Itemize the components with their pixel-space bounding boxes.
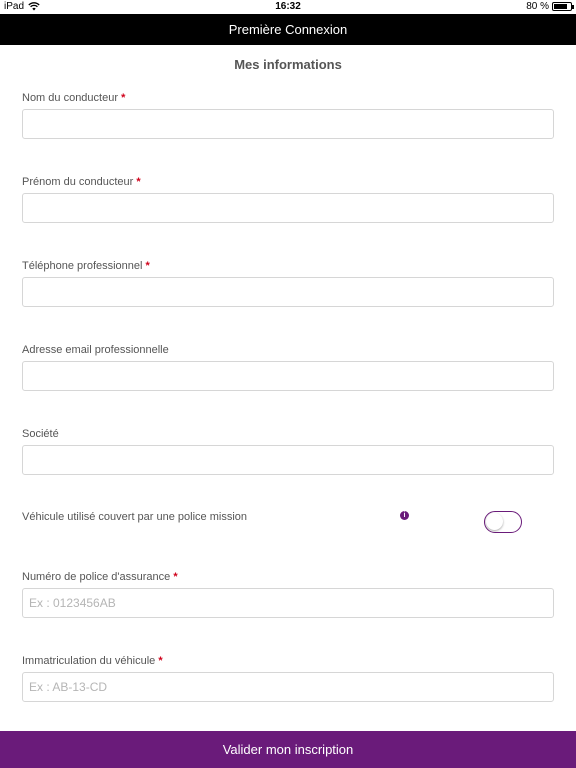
societe-input[interactable] bbox=[22, 445, 554, 475]
toggle-knob bbox=[486, 513, 503, 530]
telephone-input[interactable] bbox=[22, 277, 554, 307]
police-assurance-input[interactable] bbox=[22, 588, 554, 618]
battery-icon bbox=[552, 2, 572, 11]
field-immatriculation bbox=[22, 654, 554, 702]
mission-toggle-label: Véhicule utilisé couvert par une police mission bbox=[22, 511, 248, 523]
nom-conducteur-input[interactable] bbox=[22, 109, 554, 139]
required-marker: * bbox=[158, 655, 163, 667]
field-telephone bbox=[22, 259, 554, 307]
nav-bar bbox=[0, 14, 576, 45]
field-societe bbox=[22, 427, 554, 475]
field-police-assurance bbox=[22, 570, 554, 618]
field-label: Adresse email professionnelle bbox=[22, 344, 169, 356]
mission-toggle-row bbox=[22, 510, 554, 536]
nav-title: Première Connexion bbox=[228, 22, 348, 37]
immatriculation-input[interactable] bbox=[22, 672, 554, 702]
status-time: 16:32 bbox=[275, 1, 301, 12]
device-name: iPad bbox=[4, 1, 25, 12]
field-label: Immatriculation du véhicule bbox=[22, 655, 156, 667]
field-label: Nom du conducteur bbox=[22, 92, 118, 104]
prenom-conducteur-input[interactable] bbox=[22, 193, 554, 223]
field-prenom-conducteur bbox=[22, 175, 554, 223]
battery-percent: 80 % bbox=[526, 1, 549, 12]
field-label: Prénom du conducteur bbox=[22, 176, 134, 188]
field-nom-conducteur bbox=[22, 91, 554, 139]
required-marker: * bbox=[173, 571, 178, 583]
info-icon[interactable]: i bbox=[400, 511, 409, 520]
status-bar bbox=[0, 0, 576, 14]
required-marker: * bbox=[145, 260, 150, 272]
email-input[interactable] bbox=[22, 361, 554, 391]
required-marker: * bbox=[136, 176, 141, 188]
field-email bbox=[22, 343, 554, 391]
field-label: Téléphone professionnel bbox=[22, 260, 143, 272]
field-label: Société bbox=[22, 428, 59, 440]
mission-toggle[interactable] bbox=[484, 511, 522, 533]
field-label: Numéro de police d'assurance bbox=[22, 571, 171, 583]
section-title: Mes informations bbox=[234, 57, 342, 72]
submit-button[interactable]: Valider mon inscription bbox=[0, 731, 576, 768]
required-marker: * bbox=[121, 92, 126, 104]
